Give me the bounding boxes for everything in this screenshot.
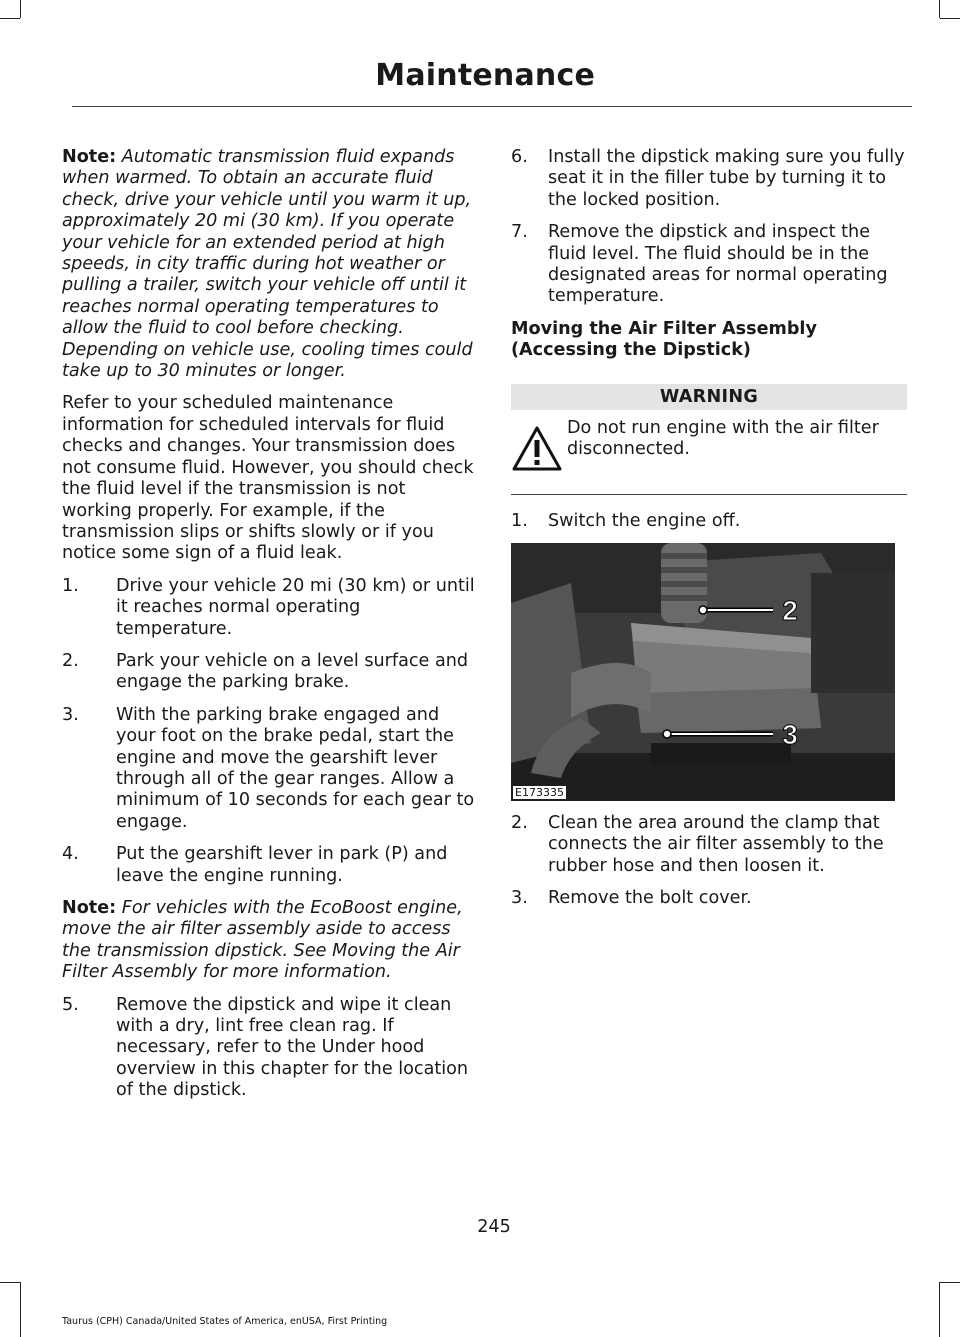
steps-list [511,147,907,308]
step-number: 3. [62,704,79,725]
warning-text: Do not run engine with the air filter disconnected. [567,417,879,460]
step-number: 3. [511,888,528,909]
step-number: 6. [511,147,528,167]
body-paragraph: Refer to your scheduled maintenance information for scheduled intervals for fluid checks and changes. Your transmission does not consume fluid. However, you should check the fluid level if the transmission is not working properly. For example, if the transmission slips or shifts slowly or if you notice some sign of a fluid leak. [62,393,474,564]
warning-box [511,418,907,494]
note-label: Note: [62,898,117,918]
figure-id: E173335 [515,786,564,800]
step-text: With the parking brake engaged and your foot on the brake pedal, start the engine and move the gearshift lever through all of the gear ranges. Allow a minimum of 10 seconds for each gear to engage. [116,704,475,832]
steps-list [62,995,477,1102]
step-text: Remove the bolt cover. [548,888,752,909]
list-item [511,888,907,909]
section-heading: Moving the Air Filter Assembly (Accessing the Dipstick) [511,318,817,361]
callout-3: 3 [782,719,798,751]
crop-mark [940,18,960,19]
crop-mark [939,1282,940,1337]
list-item [511,147,907,211]
step-text: Clean the area around the clamp that connects the air filter assembly to the rubber hose and then loosen it. [548,813,884,876]
page-title: Maintenance [375,58,595,93]
step-number: 7. [511,222,528,243]
crop-mark [20,1282,21,1337]
note-text: For vehicles with the EcoBoost engine, move the air filter assembly aside to access the transmission dipstick. See Moving the Air Filter Assembly for more information. [62,898,463,983]
step-number: 2. [62,650,79,671]
header-divider [72,106,912,107]
note-text: Automatic transmission fluid expands when warmed. To obtain an accurate fluid check, drive your vehicle until you warm it up, approximately 20 mi (30 km). If you operate your vehicle for an extended period at high speeds, in city traffic during hot weather or pulling a trailer, switch your vehicle off until it reaches normal operating temperatures to allow the fluid to cool before checking. Depending on vehicle use, cooling times could take up to 30 minutes or longer. [62,147,473,382]
footer-text: Taurus (CPH) Canada/United States of America, enUSA, First Printing [62,1316,388,1327]
note-automatic-transmission [62,147,477,382]
step-text: Install the dipstick making sure you fully seat it in the filler tube by turning it to the locked position. [548,147,905,210]
step-text: Park your vehicle on a level surface and engage the parking brake. [116,650,469,693]
note-ecoboost [62,898,477,984]
steps-list [62,576,477,887]
list-item [62,995,477,1102]
list-item [511,511,907,532]
list-item [62,576,477,640]
note-label: Note: [62,147,117,167]
crop-mark [20,0,21,18]
step-text: Drive your vehicle 20 mi (30 km) or until it reaches normal operating temperature. [116,575,475,639]
warning-banner: WARNING [511,384,907,410]
step-text: Switch the engine off. [548,510,741,531]
left-column [62,147,477,1113]
step-number: 4. [62,844,79,865]
steps-list [511,511,907,532]
step-number: 5. [62,994,79,1015]
right-column [511,147,907,921]
step-text: Remove the dipstick and inspect the fluid level. The fluid should be in the designated areas for normal operating temperature. [548,222,888,307]
list-item [62,705,477,833]
list-item [511,222,907,308]
crop-mark [0,18,20,19]
list-item [62,651,477,694]
crop-mark [0,1282,20,1283]
crop-mark [939,0,940,18]
engine-bay-photo [511,543,895,801]
warning-divider [511,494,907,495]
step-number: 2. [511,813,528,834]
page-number: 245 [477,1217,511,1237]
step-number: 1. [511,510,528,531]
engine-bay-figure [511,543,895,801]
list-item [511,813,907,877]
list-item [62,844,477,887]
step-text: Put the gearshift lever in park (P) and leave the engine running. [116,844,448,886]
callout-2: 2 [782,595,798,627]
warning-triangle-icon [511,424,563,474]
steps-list [511,813,907,910]
crop-mark [940,1282,960,1283]
step-number: 1. [62,575,79,596]
step-text: Remove the dipstick and wipe it clean with a dry, lint free clean rag. If necessary, refer to the Under hood overview in this chapter for the location of the dipstick. [116,994,469,1101]
